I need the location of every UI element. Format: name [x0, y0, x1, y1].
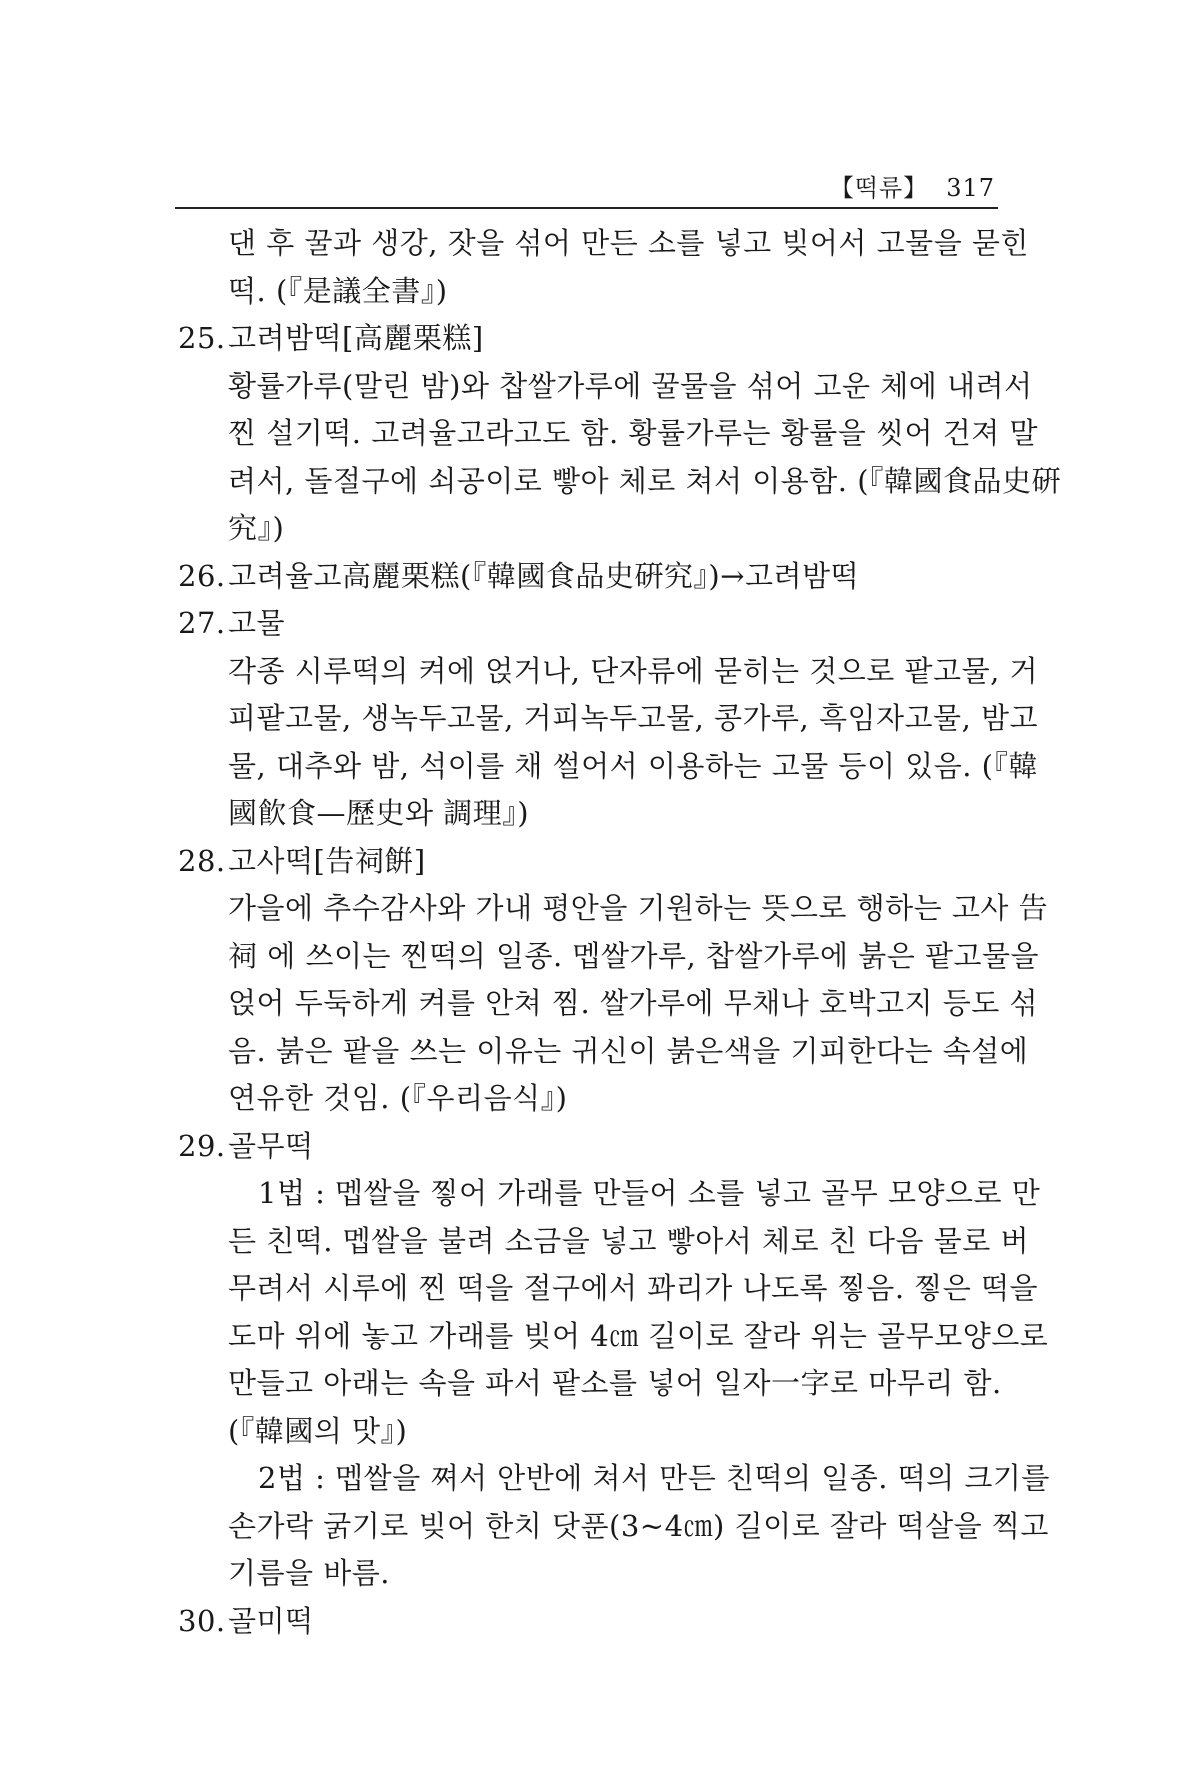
entry-number: 30. [178, 1603, 226, 1638]
entry-number: 28. [178, 843, 226, 878]
entry-number: 29. [178, 1128, 226, 1163]
line-text: 2법 : 멥쌀을 쪄서 안반에 쳐서 만든 친떡의 일종. 떡의 크기를 [258, 1461, 1050, 1495]
entry-title: 골무떡 [228, 1128, 314, 1163]
entry-number: 25. [178, 321, 226, 355]
line-text: 祠 에 쓰이는 찐떡의 일종. 멥쌀가루, 찹쌀가루에 붉은 팥고물을 [228, 938, 1040, 973]
entry-title: 고물 [228, 606, 286, 640]
line-text: 國飮食—歷史와 調理』) [228, 796, 530, 830]
running-header [175, 168, 995, 203]
line-text: 가을에 추수감사와 가내 평안을 기원하는 뜻으로 행하는 고사 告 [228, 891, 1049, 925]
entry-heading [178, 1592, 314, 1650]
line-text: 찐 설기떡. 고려율고라고도 함. 황률가루는 황률을 씻어 건져 말 [228, 416, 1039, 450]
entry-title: 고려율고高麗栗糕(『韓國食品史硏究』)→고려밤떡 [228, 558, 860, 593]
line-text: 만들고 아래는 속을 파서 팥소를 넣어 일자一字로 마무리 함. [228, 1366, 1002, 1400]
line-text: 무려서 시루에 찐 떡을 절구에서 꽈리가 나도록 찧음. 찧은 떡을 [228, 1271, 1039, 1305]
line-text: 물, 대추와 밤, 석이를 채 썰어서 이용하는 고물 등이 있음. (『韓 [228, 748, 1038, 783]
line-text: 각종 시루떡의 켜에 얹거나, 단자류에 묻히는 것으로 팥고물, 거 [228, 653, 1039, 688]
entry-number: 26. [178, 558, 226, 593]
text-line [228, 1069, 998, 1127]
line-text: 든 친떡. 멥쌀을 불려 소금을 넣고 빻아서 체로 친 다음 물로 버 [228, 1223, 1029, 1258]
text-line [228, 1544, 998, 1602]
line-text: 기름을 바름. [228, 1556, 391, 1590]
line-text: 究』) [228, 511, 285, 545]
line-text: 1법 : 멥쌀을 찧어 가래를 만들어 소를 넣고 골무 모양으로 만 [258, 1176, 1041, 1210]
entry-title: 골미떡 [228, 1603, 314, 1638]
line-text: 음. 붉은 팥을 쓰는 이유는 귀신이 붉은색을 기피한다는 속설에 [228, 1033, 1029, 1068]
line-text: 황률가루(말린 밤)와 찹쌀가루에 꿀물을 섞어 고운 체에 내려서 [228, 368, 1033, 403]
line-text: 도마 위에 놓고 가래를 빚어 4㎝ 길이로 잘라 위는 골무모양으로 [228, 1318, 1049, 1353]
page-number: 317 [946, 174, 995, 202]
line-text: 댄 후 꿀과 생강, 잣을 섞어 만든 소를 넣고 빚어서 고물을 묻힌 [228, 226, 1029, 260]
line-text: (『韓國의 맛』) [228, 1413, 408, 1448]
entry-number: 27. [178, 606, 226, 640]
entry-title: 고려밤떡[高麗栗糕] [228, 321, 484, 355]
line-text: 떡. (『是議全書』) [228, 273, 448, 308]
entry-title: 고사떡[告祠餠] [228, 843, 426, 878]
line-text: 연유한 것임. (『우리음식』) [228, 1081, 568, 1115]
line-text: 피팥고물, 생녹두고물, 거피녹두고물, 콩가루, 흑임자고물, 밤고 [228, 701, 1039, 735]
line-text: 얹어 두둑하게 켜를 안쳐 찜. 쌀가루에 무채나 호박고지 등도 섞 [228, 986, 1039, 1020]
header-rule [175, 207, 998, 209]
line-text: 려서, 돌절구에 쇠공이로 빻아 체로 쳐서 이용함. (『韓國食品史硏 [228, 463, 1062, 498]
line-text: 손가락 굵기로 빚어 한치 닷푼(3~4㎝) 길이로 잘라 떡살을 찍고 [228, 1508, 1049, 1543]
section-label: 【떡류】 [829, 174, 929, 202]
